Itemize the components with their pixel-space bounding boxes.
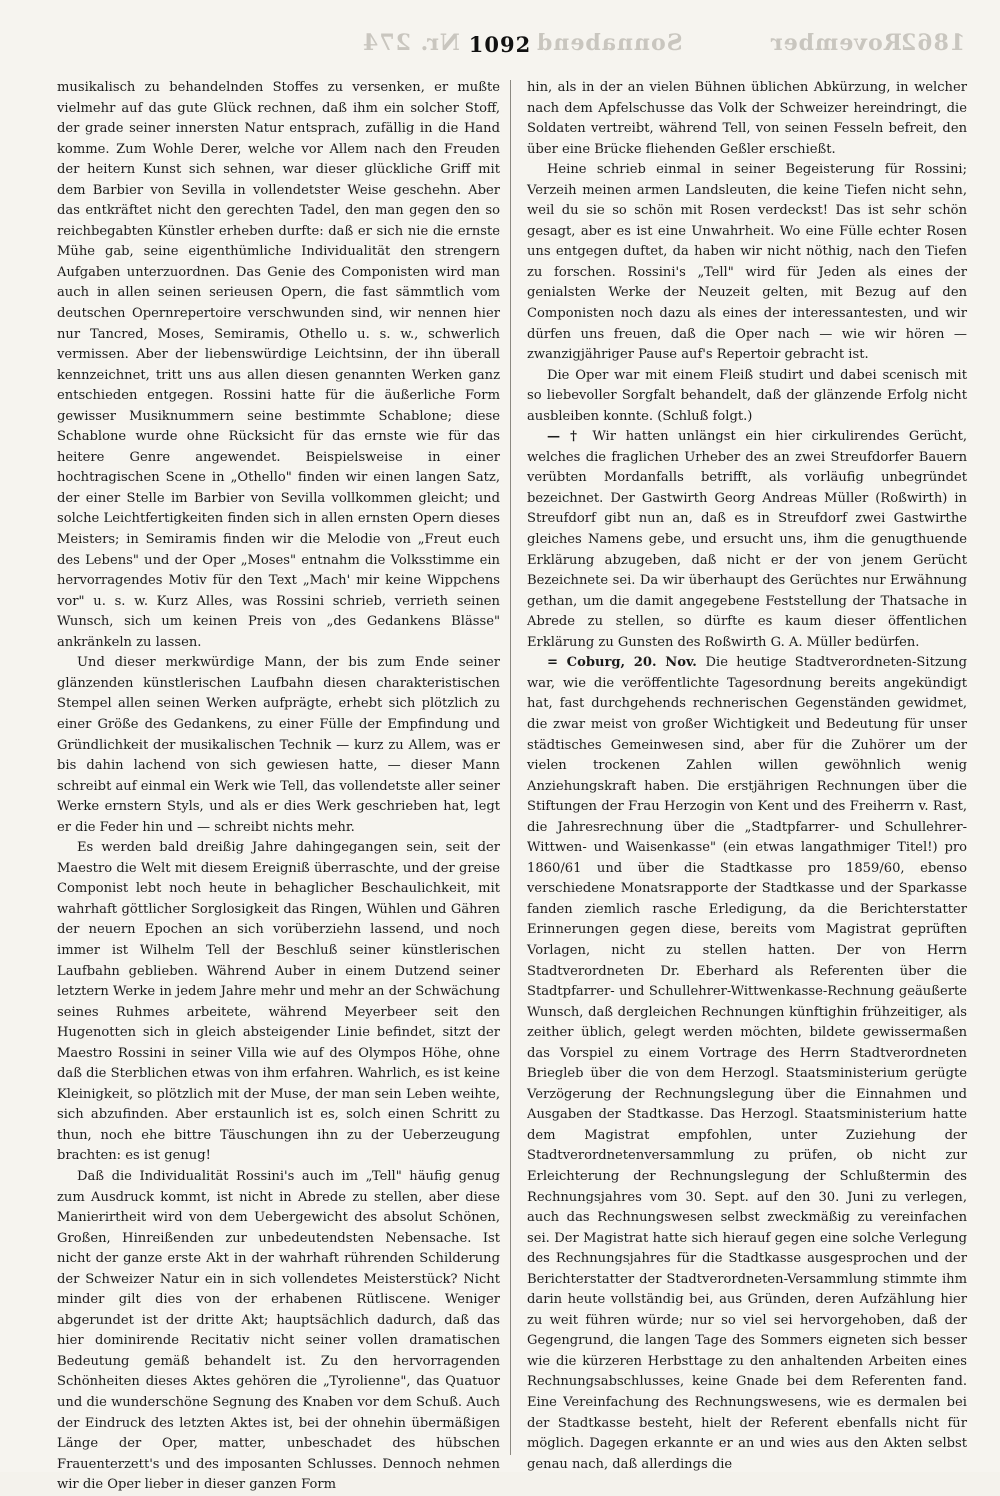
left-paragraph-2: Und dieser merkwürdige Mann, der bis zum Ende seiner glänzenden künstlerischen Laufbahn diesen charakteristischen Stempel allen seinen Werken aufprägte, erhebt sich plötzlich zu einer Größe des Gedankens, zu einer Fülle der Empfindung und Gründlichkeit der musikalischen Technik — kurz zu Allem, was er bis dahin lachend von sich gewiesen hatte, — dieser Mann schreibt auf einmal ein Werk wie Tell, das vollendetste aller seiner Werke ernstern Styls, und als er dies Werk geschrieben hat, legt er die Feder hin und — schreibt nichts mehr. — [57, 655, 500, 835]
news-item-coburg — [527, 653, 967, 1475]
left-paragraph-1: musikalisch zu behandelnden Stoffes zu versenken, er mußte vielmehr auf das gute Glück rechnen, daß ihm ein solcher Stoff, der grade seiner innersten Natur entsprach, zufällig in die Hand komme. Zum Wohle Derer, welche vor Allem nach den Freuden der heitern Kunst sich sehnen, war dieser glückliche Griff mit dem Barbier von Sevilla in vollendetster Weise geschehn. Aber das entkräftet nicht den gerechten Tadel, den man gegen den so reichbegabten Künstler erheben durfte: daß er sich nie die ernste Mühe gab, seine eigenthümliche Individualität den strengern Aufgaben unterzuordnen. Das Genie des Componisten wird man auch in allen seinen serieusen Opern, die fast sämmtlich vom deutschen Opernrepertoire verschwunden sind, wir nennen hier nur Tancred, Moses, Semiramis, Othello u. s. w., schwerlich vermissen. Aber der liebenswürdige Leichtsinn, der ihn überall kennzeichnet, tritt uns aus allen diesen genannten Werken ganz entschieden entgegen. Rossini hatte für die äußerliche Form gewisser Musiknummern seine bestimmte Schablone; diese Schablone wurde ohne Rücksicht für das ernste wie für das heitere Genre angewendet. Beispielsweise in einer hochtragischen Scene in „Othello" finden wir einen langen Satz, der einer Stelle im Barbier von Sevilla vollkommen gleicht; und solche Leichtfertigkeiten finden sich in allen ernsten Opern dieses Meisters; in Semiramis finden wir die Melodie von „Freut euch des Lebens" und der Oper „Moses" entnahm die Volksstimme ein hervorragendes Motiv für den Text „Mach' mir keine Wippchens vor" u. s. w. Kurz Alles, was Rossini schrieb, verrieth seinen Wunsch, sich um keinen Preis von „des Gedankens Blässe" ankränkeln zu lassen. — [57, 80, 500, 650]
paragraph-text: Wir hatten unlängst ein hier cirkulirendes Gerücht, welches die fraglichen Urheber des an zwei Streufdorfer Bauern verübten Mordanfalls betrifft, als vorläufig unbegründet bezeichnet. Der Gastwirth Georg Andreas Müller (Roßwirth) in Streufdorf gibt nun an, daß es in Streufdorf zwei Gastwirthe gleiches Namens gebe, und ersucht uns, ihm die genugthuende Erklärung abzugeben, daß nicht er der von jenem Gerücht Bezeichnete sei. Da wir überhaupt des Gerüchtes nur Erwähnung gethan, um die damit angegebene Feststellung der Thatsache in Abrede zu stellen, so dürfte es kaum dieser öffentlichen Erklärung zu Gunsten des Roßwirth G. A. Müller bedürfen. — [527, 429, 967, 650]
paragraph-text: Die heutige Stadtverordneten-Sitzung war, wie die veröffentlichte Tagesordnung bereits angekündigt hat, fast durchgehends rechnerischen Gegenständen gewidmet, die zwar meist von großer Wichtigkeit und Bedeutung für unser städtisches Gemeinwesen sind, aber für die Zuhörer um der vielen trockenen Zahlen willen gewöhnlich wenig Anziehungskraft haben. Die erstjährigen Rechnungen über die Stiftungen der Frau Herzogin von Kent und des Freiherrn v. Rast, die Jahresrechnung über die „Stadtpfarrer- und Schullehrer-Wittwen- und Waisenkasse" (ein etwas langathmiger Titel!) pro 1860/61 und über die Stadtkasse pro 1859/60, ebenso verschiedene Monatsrapporte der Stadtkasse und der Sparkasse fanden ziemlich rasche Erledigung, da die Berichterstatter Erinnerungen gegen diese, bereits vom Magistrat geprüften Vorlagen, nicht zu stellen hatten. Der von Herrn Stadtverordneten Dr. Eberhard als Referenten über die Stadtpfarrer- und Schullehrer-Wittwenkasse-Rechnung geäußerte Wunsch, daß dergleichen Rechnungen künftighin frühzeitiger, als zeither üblich, gelegt werden möchten, bildete gewissermaßen das Vorspiel zu einem Vortrage des Herrn Stadtverordneten Briegleb über die von dem Herzogl. Staatsministerium gerügte Verzögerung der Rechnungslegung über die Einnahmen und Ausgaben der Stadtkasse. Das Herzogl. Staatsministerium hatte dem Magistrat empfohlen, unter Zuziehung der Stadtverordnetenversammlung zu prüfen, ob nicht zur Erleichterung der Rechnungslegung der Schlußtermin des Rechnungsjahres vom 30. Sept. auf den 30. Juni zu verlegen, auch das Rechnungswesen selbst zweckmäßig zu vereinfachen sei. Der Magistrat hatte sich hierauf gegen eine solche Verlegung des Rechnungsjahres für die Stadtkasse ausgesprochen und der Berichterstatter der Stadtverordneten-Versammlung stimmte ihm darin heute vollständig bei, aus Gründen, deren Aufzählung hier zu weit führen würde; nur so viel sei hervorgehoben, daß der Gegengrund, die langen Tage des Sommers eigneten sich besser wie die kürzeren Herbsttage zu den anhaltenden Arbeiten eines Rechnungsabschlusses, keine Gnade bei dem Referenten fand. Eine Vereinfachung des Rechnungswesens, wie es dermalen bei der Stadtkasse besteht, hielt der Referent ebenfalls nicht für möglich. Dagegen erkannte er an und wies aus den Akten selbst genau nach, daß allerdings die — [527, 655, 967, 1472]
page-header — [0, 28, 1000, 68]
right-paragraph-1 — [527, 78, 967, 160]
bleed-through-weekday: Sonnabend — [536, 30, 683, 56]
bleed-through-month: Rovember — [770, 30, 902, 56]
page-number: 1092 — [468, 32, 532, 57]
column-divider — [510, 80, 511, 1455]
right-column — [527, 78, 967, 1475]
news-item-streufdorf — [527, 427, 967, 653]
news-item-marker: — † — [547, 429, 593, 445]
bleed-through-issue: Nr. 274 — [362, 30, 460, 56]
news-item-dateline: = Coburg, 20. Nov. — [547, 655, 706, 671]
paragraph-text: hin, als in der an vielen Bühnen üblichen Abkürzung, in welcher nach dem Apfelschusse das Volk der Schweizer hereindringt, die Soldaten vertreibt, während Tell, von seinen Fesseln befreit, den über eine Brücke fliehenden Geßler erschießt. — [527, 80, 967, 157]
left-paragraph-4: Daß die Individualität Rossini's auch im „Tell" häufig genug zum Ausdruck kommt, ist nicht in Abrede zu stellen, aber diese Manierirtheit wird von dem Uebergewicht des absolut Schönen, Großen, Hinreißenden zur unbedeutendsten Nebensache. Ist nicht der ganze erste Akt in der wahrhaft rührenden Schilderung der Schweizer Natur ein in sich vollendetes Meisterstück? Nicht minder gilt dies von der erhabenen Rütliscene. Weniger abgerundet ist der dritte Akt; hauptsächlich dadurch, daß das hier dominirende Recitativ nicht seiner vollen dramatischen Bedeutung gemäß behandelt ist. Zu den hervorragenden Schönheiten dieses Aktes gehören die „Tyrolienne", das Quatuor und die wunderschöne Segnung des Knaben vor dem Schuß. Auch der Eindruck des letzten Aktes ist, bei der ohnehin übermäßigen Länge der Oper, matter, unbeschadet des hübschen Frauenterzett's und des imposanten Schlusses. Dennoch nehmen wir die Oper lieber in dieser ganzen Form — [57, 1168, 500, 1493]
paragraph-text: Heine schrieb einmal in seiner Begeisterung für Rossini; Verzeih meinen armen Landsleuten, die keine Tiefen nicht sehn, weil du sie so schön mit Rosen verdeckst! Das ist sehr schön gesagt, aber es ist eine Unwahrheit. Wo eine Fülle echter Rosen uns entgegen duftet, da haben wir nicht nöthig, nach den Tiefen zu forschen. Rossini's „Tell" wird für Jeden als eines der genialsten Werke der Neuzeit gelten, mit Bezug auf den Componisten noch dazu als eines der interessantesten, und wir dürfen uns freuen, daß die Oper nach — wie wir hören — zwanzigjähriger Pause auf's Repertoir gebracht ist. — [527, 162, 967, 363]
right-paragraph-3 — [527, 366, 967, 428]
paragraph-text: Die Oper war mit einem Fleiß studirt und dabei scenisch mit so liebevoller Sorgfalt behandelt, daß der glänzende Erfolg nicht ausbleiben konnte. (Schluß folgt.) — [527, 367, 967, 424]
left-paragraph-3: Es werden bald dreißig Jahre dahingegangen sein, seit der Maestro die Welt mit diesem Ereigniß überraschte, und der greise Componist lebt noch heute in behaglicher Beschaulichkeit, mit wahrhaft göttlicher Sorglosigkeit das Ringen, Wühlen und Gähren der neuern Epochen an sich vorüberziehn lassend, und noch immer ist Wilhelm Tell der Beschluß seiner künstlerischen Laufbahn geblieben. Während Auber in einem Dutzend seiner letztern Werke in jedem Jahre mehr und mehr an der Schwächung seines Ruhmes arbeitete, während Meyerbeer seit den Hugenotten sich in gleich absteigender Linie befindet, sitzt der Maestro Rossini in seiner Villa wie auf des Olympos Höhe, ohne daß die Sterblichen etwas von ihm erfahren. Wahrlich, es ist keine Kleinigkeit, so plötzlich mit der Muse, der man sein Leben weihte, sich abzufinden. Aber erstaunlich ist es, solch einen Schritt zu thun, noch ehe bittre Täuschungen ihn zu der Ueberzeugung brachten: es ist genug! — [57, 840, 500, 1164]
right-paragraph-2 — [527, 160, 967, 365]
bleed-through-year: 1862 — [900, 30, 966, 56]
left-column — [57, 78, 500, 1496]
